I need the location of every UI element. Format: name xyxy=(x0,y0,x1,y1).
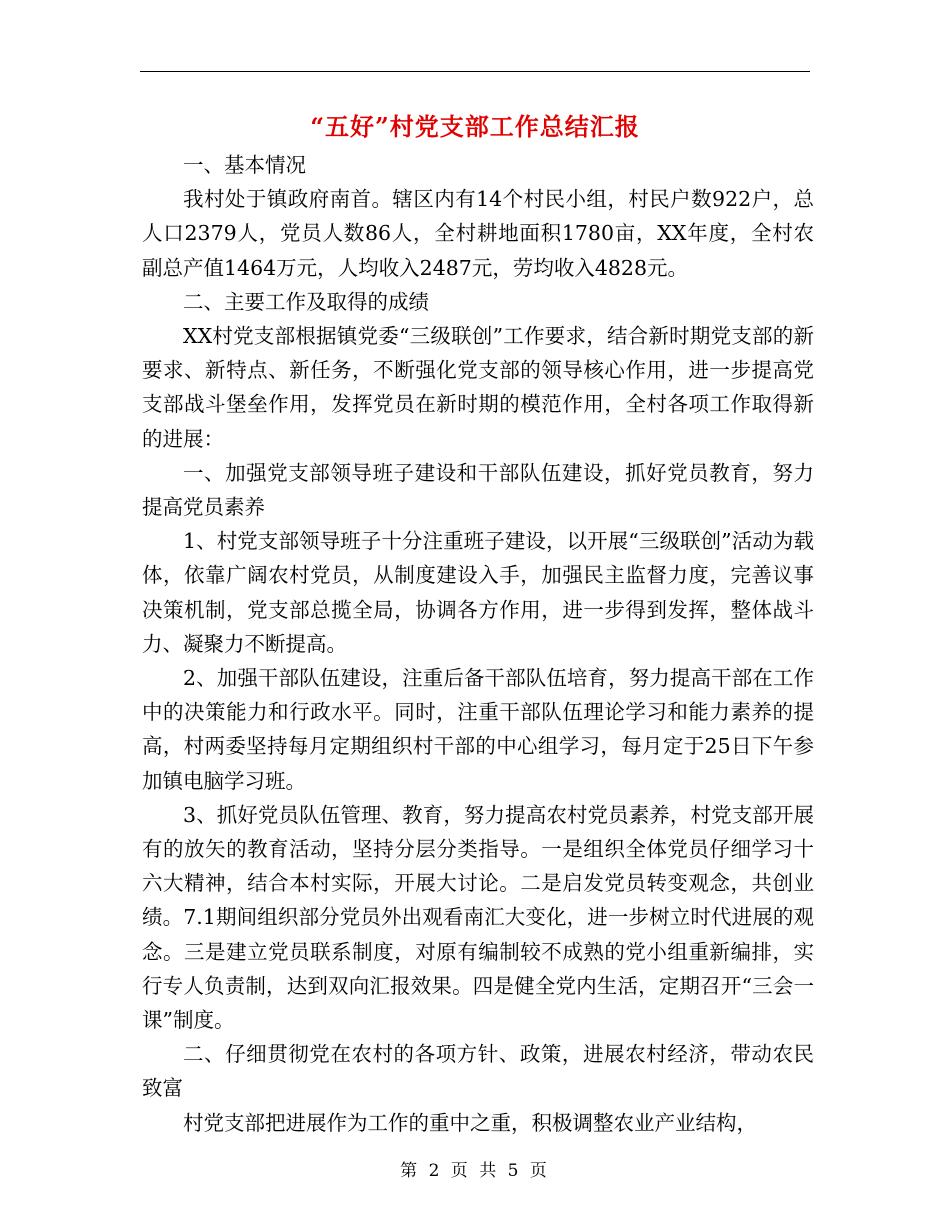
section-heading: 二、仔细贯彻党在农村的各项方针、政策，进展农村经济，带动农民致富 xyxy=(142,1042,814,1101)
section-heading: 二、主要工作及取得的成绩 xyxy=(183,289,429,314)
section-heading: 一、基本情况 xyxy=(183,153,306,177)
paragraph: XX村党支部根据镇党委“三级联创”工作要求，结合新时期党支部的新要求、新特点、新任务，不断强化党支部的领导核心作用，进一步提高党支部战斗堡垒作用，发挥党员在新时期的模范作用，全村各项工作取得新的进展： xyxy=(142,324,814,451)
paragraph: 村党支部把进展作为工作的重中之重，积极调整农业产业结构， xyxy=(183,1110,757,1135)
page-footer: 第 2 页 共 5 页 xyxy=(400,1161,550,1181)
paragraph: 3、抓好党员队伍管理、教育，努力提高农村党员素养，村党支部开展有的放矢的教育活动，坚持分层分类指导。一是组织全体党员仔细学习十六大精神，结合本村实际，开展大讨论。二是启发党员转变观念，共创业绩。7.1期间组织部分党员外出观看南汇大变化，进一步树立时代进展的观念。三是建立党员联系制度，对原有编制较不成熟的党小组重新编排，实行专人负责制，达到双向汇报效果。四是健全党内生活，定期召开“三会一课”制度。 xyxy=(142,802,814,1033)
paragraph: 1、村党支部领导班子十分注重班子建设，以开展“三级联创”活动为载体，依靠广阔农村党员，从制度建设入手，加强民主监督力度，完善议事决策机制，党支部总揽全局，协调各方作用，进一步得到发挥，整体战斗力、凝聚力不断提高。 xyxy=(142,529,814,656)
paragraph: 我村处于镇政府南首。辖区内有14个村民小组，村民户数922户，总人口2379人，党员人数86人，全村耕地面积1780亩，XX年度，全村农副总产值1464万元，人均收入2487元，劳均收入4828元。 xyxy=(142,187,814,280)
header-rule xyxy=(140,71,810,72)
document-title: “五好”村党支部工作总结汇报 xyxy=(310,112,640,141)
document-body xyxy=(142,148,814,1140)
paragraph: 2、加强干部队伍建设，注重后备干部队伍培育，努力提高干部在工作中的决策能力和行政水平。同时，注重干部队伍理论学习和能力素养的提高，村两委坚持每月定期组织村干部的中心组学习，每月定于25日下午参加镇电脑学习班。 xyxy=(142,666,814,793)
section-heading: 一、加强党支部领导班子建设和干部队伍建设，抓好党员教育，努力提高党员素养 xyxy=(142,460,814,520)
